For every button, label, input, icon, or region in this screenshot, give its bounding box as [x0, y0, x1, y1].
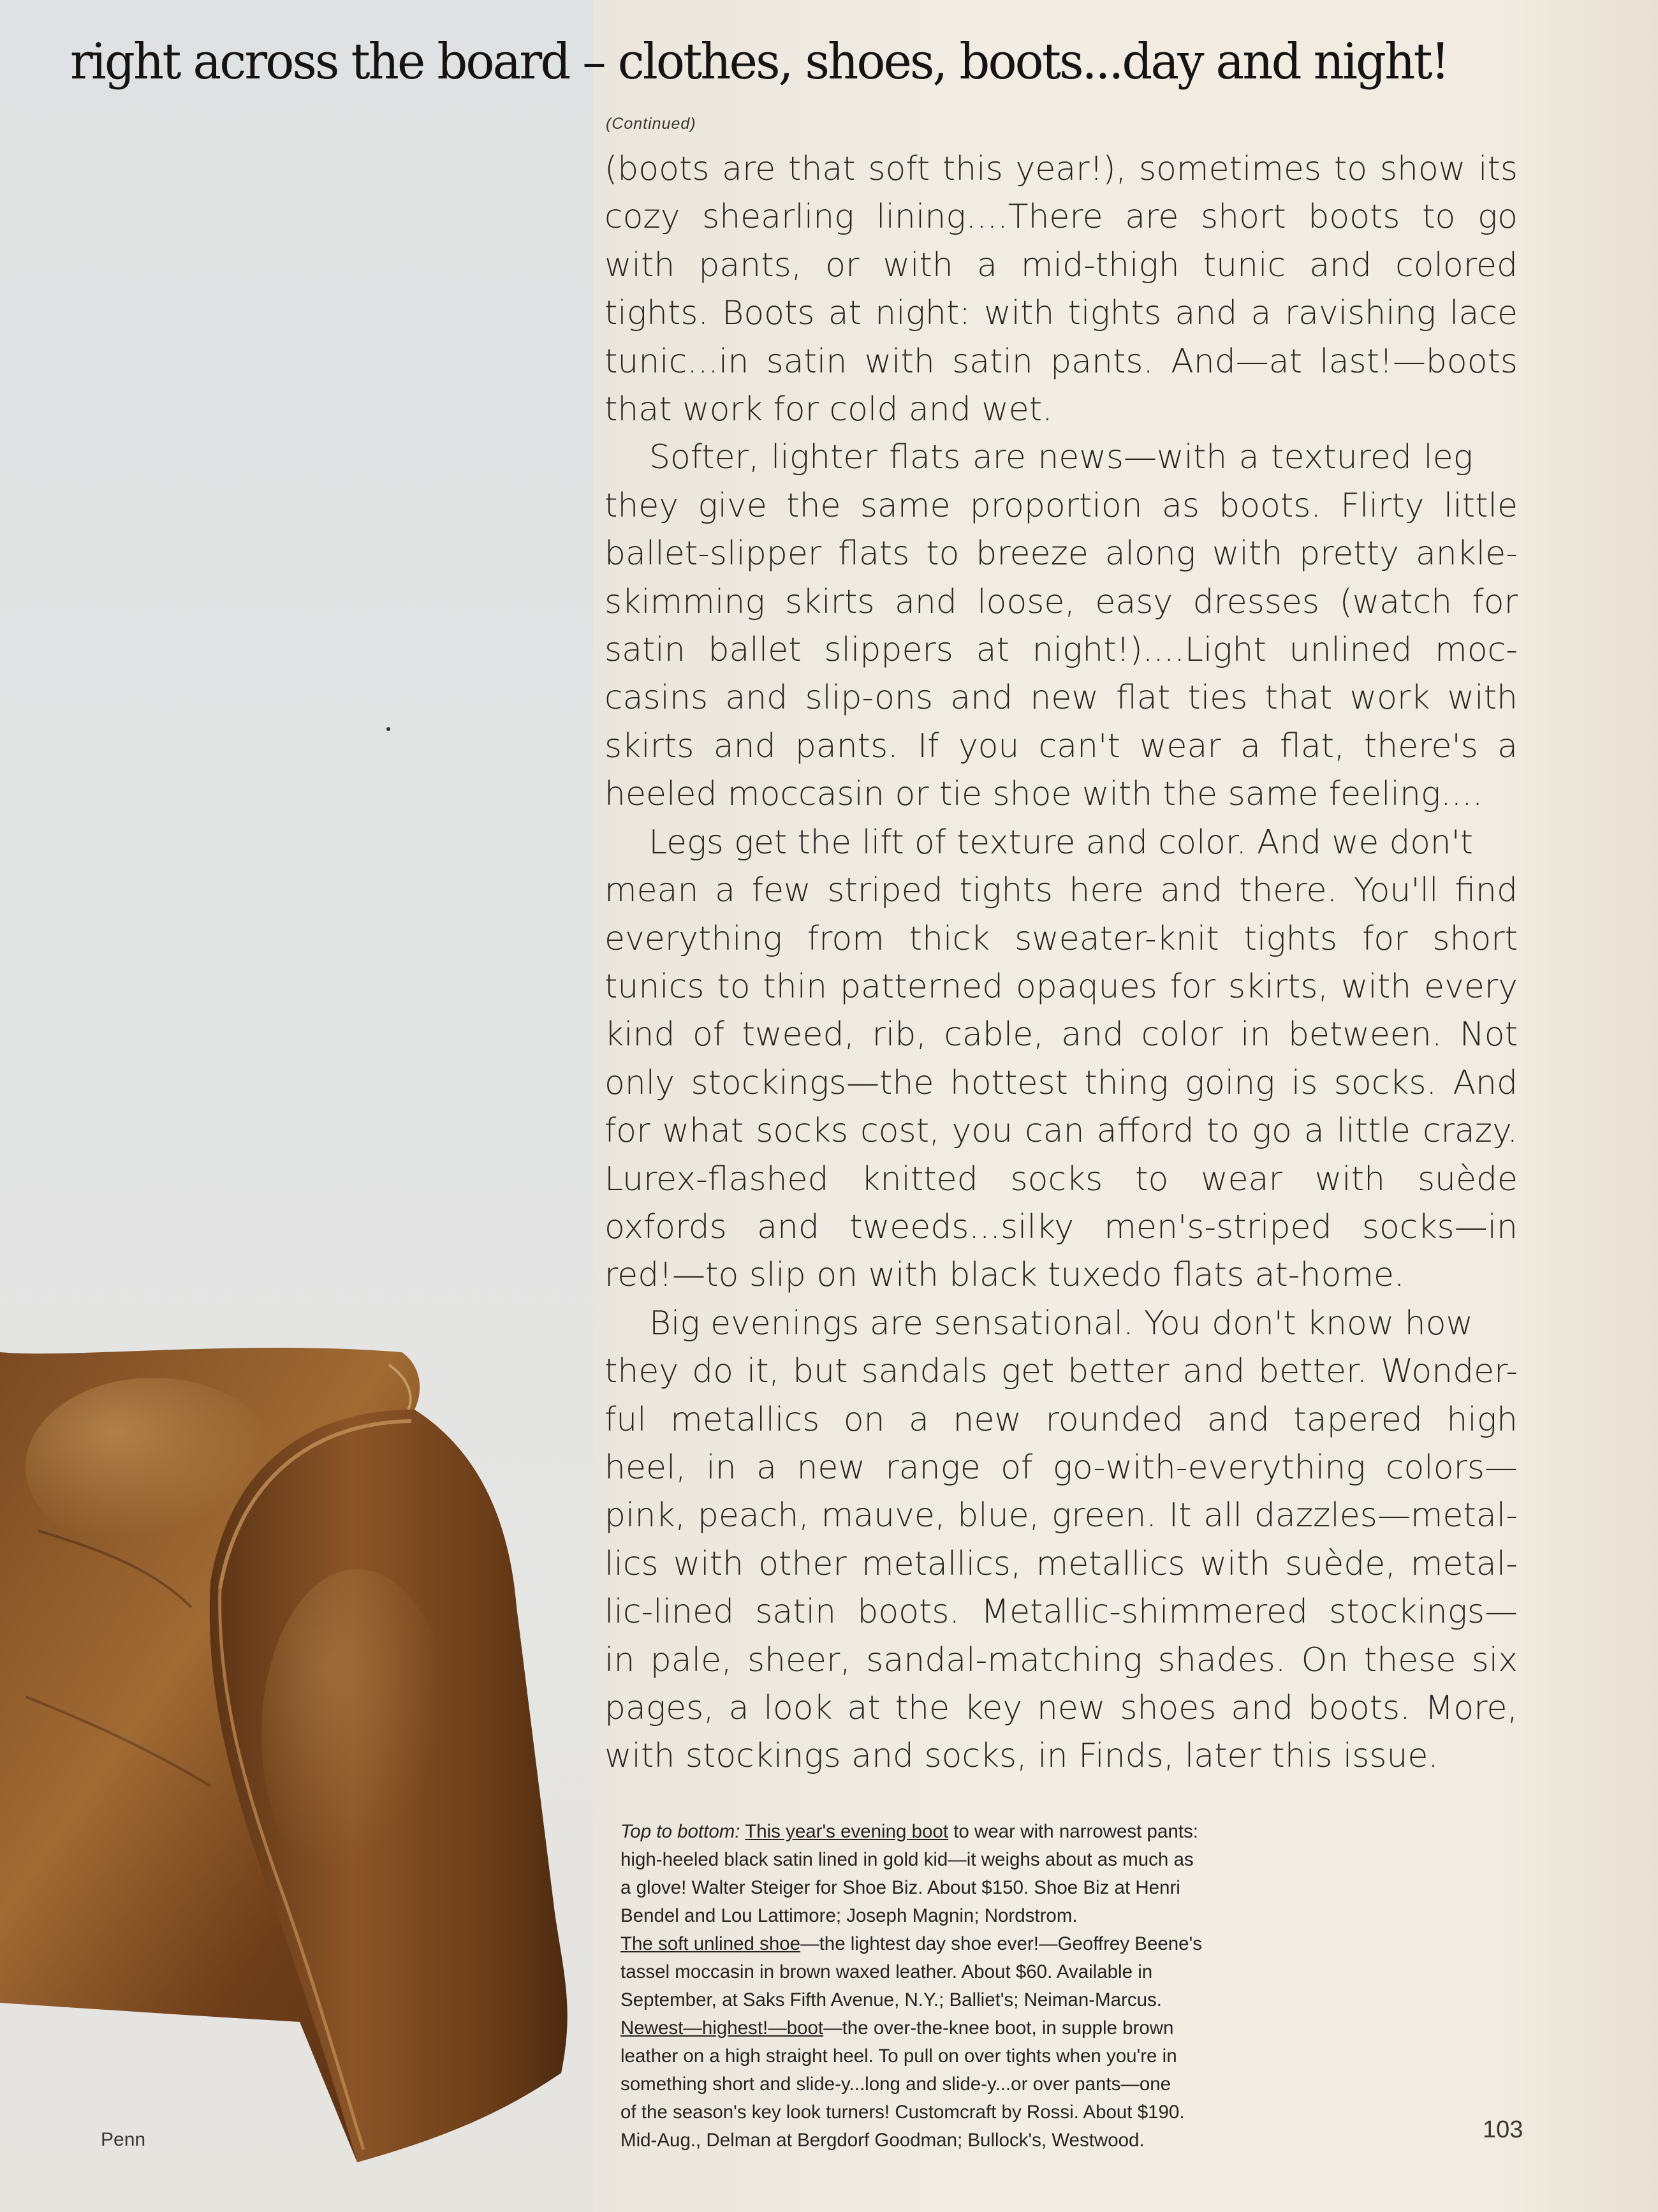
caption-line: [620, 1930, 1266, 1958]
text-line: Legs get the lift of texture and color. And we don't: [649, 823, 1473, 862]
caption-line: Mid-Aug., Delman at Bergdorf Goodman; Bullock's, Westwood.: [620, 2130, 1145, 2151]
text-line: red!—to slip on with black tuxedo flats at-home.: [605, 1256, 1405, 1295]
text-line: kind of tweed, rib, cable, and color in between. Not: [605, 1015, 1518, 1054]
caption-line: leather on a high straight heel. To pull on over tights when you're in: [620, 2046, 1177, 2067]
paragraph-2: [605, 434, 1518, 818]
continued-label: (Continued): [606, 115, 696, 133]
caption-line: high-heeled black satin lined in gold kid—it weighs about as much as: [620, 1849, 1194, 1870]
text-line: skirts and pants. If you can't wear a flat, there's a: [605, 726, 1518, 765]
dust-speck: [386, 727, 390, 731]
text-line: everything from thick sweater-knit tights for short: [605, 919, 1518, 958]
brown-boot-photo: [0, 1339, 593, 2169]
paragraph-3: [605, 819, 1518, 1300]
photo-caption: [620, 1818, 1266, 2155]
text-line: ful metallics on a new rounded and tapered high: [605, 1400, 1518, 1439]
text-line: tunics to thin patterned opaques for skirts, with every: [605, 967, 1518, 1006]
text-line: Big evenings are sensational. You don't know how: [649, 1304, 1473, 1343]
text-line: Lurex-flashed knitted socks to wear with suède: [605, 1160, 1518, 1198]
text-line: (boots are that soft this year!), sometimes to show its: [605, 150, 1518, 188]
text-line: pages, a look at the key new shoes and boots. More,: [605, 1689, 1518, 1727]
caption-line: [620, 2014, 1266, 2042]
text-line: heel, in a new range of go-with-everything colors—: [605, 1448, 1518, 1487]
text-line: tunic...in satin with satin pants. And—at last!—boots: [605, 342, 1518, 381]
caption-item1-title: This year's evening boot: [745, 1821, 949, 1842]
text-line: casins and slip-ons and new flat ties that work with: [605, 679, 1518, 718]
headline: right across the board – clothes, shoes, boots...day and night!: [70, 33, 1448, 91]
photo-credit: Penn: [101, 2129, 146, 2150]
text-line: they give the same proportion as boots. Flirty little: [605, 486, 1518, 525]
caption-text: —the over-the-knee boot, in supple brown: [823, 2017, 1174, 2039]
caption-line: a glove! Walter Steiger for Shoe Biz. About $150. Shoe Biz at Henri: [620, 1877, 1180, 1898]
text-line: lics with other metallics, metallics with suède, metal-: [605, 1544, 1518, 1583]
caption-line: of the season's key look turners! Customcraft by Rossi. About $190.: [620, 2102, 1185, 2123]
text-line: mean a few striped tights here and there. You'll find: [605, 871, 1518, 910]
photo-panel: [0, 0, 593, 2212]
caption-line: Bendel and Lou Lattimore; Joseph Magnin; Nordstrom.: [620, 1905, 1078, 1926]
text-line: they do it, but sandals get better and better. Wonder-: [605, 1352, 1518, 1391]
caption-line: something short and slide-y...long and slide-y...or over pants—one: [620, 2074, 1171, 2095]
caption-line: September, at Saks Fifth Avenue, N.Y.; Balliet's; Neiman-Marcus.: [620, 1989, 1162, 2010]
text-line: pink, peach, mauve, blue, green. It all dazzles—metal-: [605, 1496, 1518, 1535]
text-line: with stockings and socks, in Finds, later this issue.: [605, 1737, 1439, 1776]
caption-item2-title: The soft unlined shoe: [620, 1933, 801, 1954]
text-line: Softer, lighter flats are news—with a textured leg: [649, 438, 1473, 477]
text-line: tights. Boots at night: with tights and a ravishing lace: [605, 294, 1518, 333]
text-line: lic-lined satin boots. Metallic-shimmered stockings—: [605, 1593, 1518, 1632]
paragraph-4: [605, 1300, 1518, 1781]
text-line: heeled moccasin or tie shoe with the same feeling....: [605, 775, 1483, 814]
text-line: only stockings—the hottest thing going is socks. And: [605, 1063, 1518, 1102]
text-line: ballet-slipper flats to breeze along with pretty ankle-: [605, 535, 1518, 573]
text-line: that work for cold and wet.: [605, 390, 1053, 429]
caption-line: [620, 1818, 1266, 1846]
text-line: with pants, or with a mid-thigh tunic and colored: [605, 246, 1518, 284]
caption-text: to wear with narrowest pants:: [948, 1821, 1198, 1842]
text-line: skimming skirts and loose, easy dresses (watch for: [605, 582, 1518, 621]
caption-text: —the lightest day shoe ever!—Geoffrey Beene's: [800, 1933, 1202, 1954]
page-number: 103: [1483, 2116, 1523, 2143]
caption-intro: Top to bottom:: [620, 1821, 740, 1842]
text-line: cozy shearling lining....There are short boots to go: [605, 198, 1518, 237]
caption-item3-title: Newest—highest!—boot: [620, 2017, 824, 2039]
article-body: [605, 145, 1518, 1781]
text-line: oxfords and tweeds...silky men's-striped socks—in: [605, 1207, 1518, 1246]
text-line: satin ballet slippers at night!)....Light unlined moc-: [605, 631, 1518, 670]
text-line: for what socks cost, you can afford to go a little crazy.: [605, 1112, 1518, 1151]
paragraph-1: [605, 145, 1518, 434]
caption-line: tassel moccasin in brown waxed leather. About $60. Available in: [620, 1961, 1153, 1982]
text-line: in pale, sheer, sandal-matching shades. On these six: [605, 1641, 1518, 1679]
